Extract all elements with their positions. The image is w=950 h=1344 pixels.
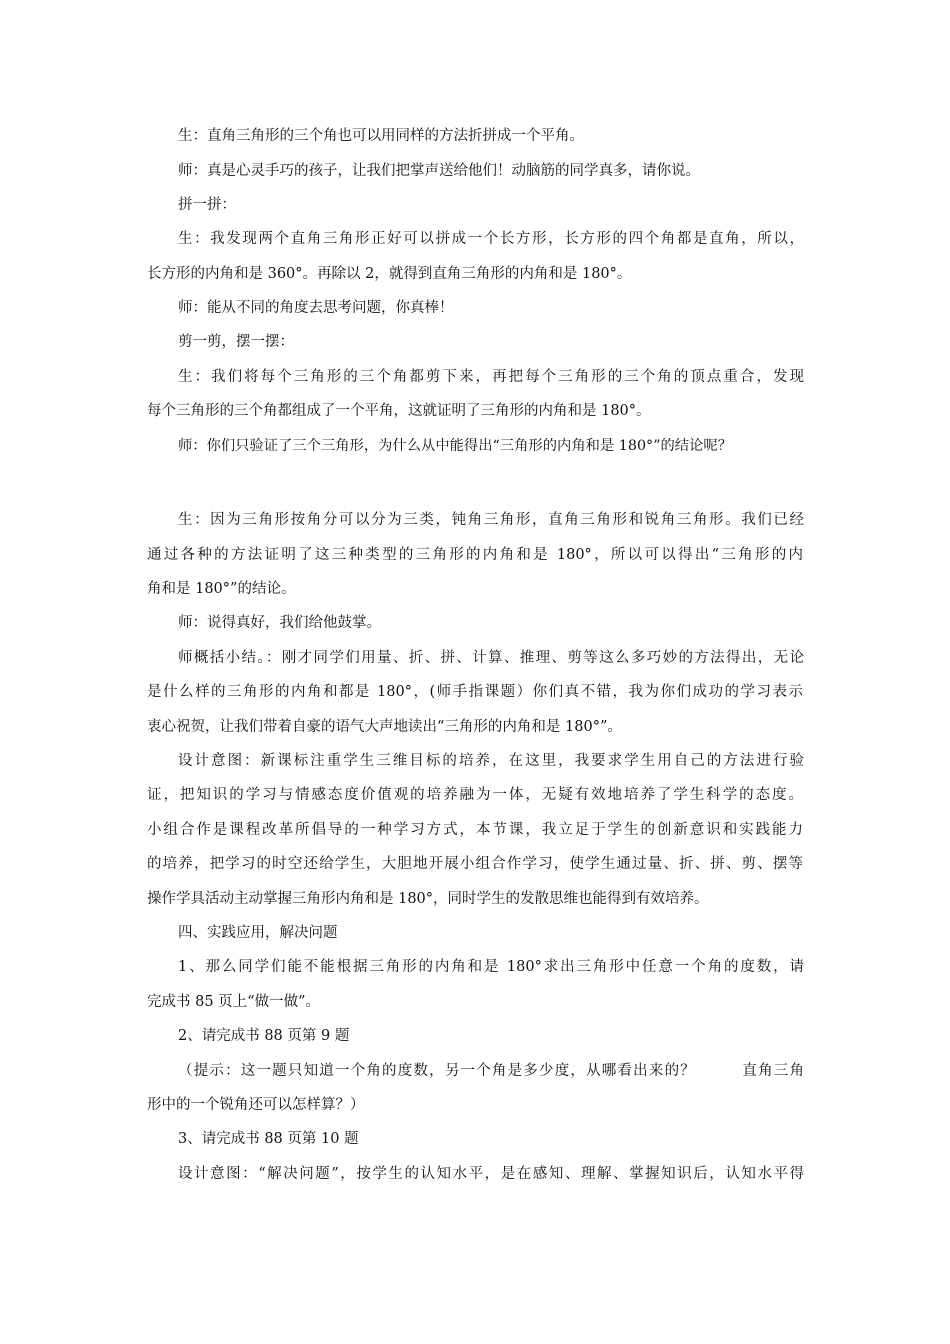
- text-line: 形中的一个锐角还可以怎样算？）: [147, 1097, 365, 1113]
- text-line: 四、实践应用，解决问题: [178, 925, 338, 941]
- text-line: 师概括小结。：刚才同学们用量、折、拼、计算、推理、剪等这么多巧妙的方法得出，无论: [178, 650, 804, 666]
- text-line: 角和是 180°”的结论。: [147, 581, 296, 597]
- text-line: 师：能从不同的角度去思考问题，你真棒！: [178, 300, 454, 316]
- text-line: 拼一拼：: [178, 197, 236, 213]
- text-line: 的培养，把学习的时空还给学生，大胆地开展小组合作学习，使学生通过量、折、拼、剪、摆等: [147, 856, 803, 872]
- text-line: 剪一剪，摆一摆：: [178, 334, 294, 350]
- text-line: 证，把知识的学习与情感态度价值观的培养融为一体，无疑有效地培养了学生科学的态度。: [147, 787, 803, 803]
- text-line: 师：你们只验证了三个三角形，为什么从中能得出“三角形的内角和是 180°”的结论呢？: [178, 438, 732, 454]
- text-line: 每个三角形的三个角都组成了一个平角，这就证明了三角形的内角和是 180°。: [147, 403, 651, 419]
- text-line: 是什么样的三角形的内角和都是 180°，(师手指课题）你们真不错，我为你们成功的学习表示: [147, 684, 803, 700]
- text-line: 3、请完成书 88 页第 10 题: [178, 1131, 359, 1147]
- text-line: 设计意图：“解决问题”，按学生的认知水平，是在感知、理解、掌握知识后，认知水平得: [178, 1166, 804, 1182]
- text-line: 完成书 85 页上“做一做”。: [147, 994, 320, 1010]
- text-line: 生：我们将每个三角形的三个角都剪下来，再把每个三角形的三个角的顶点重合，发现: [178, 369, 804, 385]
- text-line: 师：真是心灵手巧的孩子，让我们把掌声送给他们！动脑筋的同学真多，请你说。: [178, 163, 700, 179]
- text-line: （提示：这一题只知道一个角的度数，另一个角是多少度，从哪看出来的？ 直角三角: [178, 1063, 804, 1079]
- text-line: 衷心祝贺，让我们带着自豪的语气大声地读出“三角形的内角和是 180°”。: [147, 719, 622, 735]
- text-line: 师：说得真好，我们给他鼓掌。: [178, 615, 381, 631]
- text-line: 操作学具活动主动掌握三角形内角和是 180°，同时学生的发散思维也能得到有效培养。: [147, 891, 709, 907]
- text-line: 长方形的内角和是 360°。再除以 2，就得到直角三角形的内角和是 180°。: [147, 266, 632, 282]
- text-line: 1、那么同学们能不能根据三角形的内角和是 180°求出三角形中任意一个角的度数，请: [178, 959, 804, 975]
- text-line: 生：直角三角形的三个角也可以用同样的方法折拼成一个平角。: [178, 128, 584, 144]
- text-line: 小组合作是课程改革所倡导的一种学习方式，本节课，我立足于学生的创新意识和实践能力: [147, 822, 803, 838]
- text-line: 生：我发现两个直角三角形正好可以拼成一个长方形，长方形的四个角都是直角，所以，: [178, 231, 804, 247]
- text-line: 设计意图：新课标注重学生三维目标的培养，在这里，我要求学生用自己的方法进行验: [178, 753, 804, 769]
- text-line: 通过各种的方法证明了这三种类型的三角形的内角和是 180°，所以可以得出“三角形的内: [147, 547, 803, 563]
- text-line: 生：因为三角形按角分可以分为三类，钝角三角形，直角三角形和锐角三角形。我们已经: [178, 512, 804, 528]
- text-line: 2、请完成书 88 页第 9 题: [178, 1028, 350, 1044]
